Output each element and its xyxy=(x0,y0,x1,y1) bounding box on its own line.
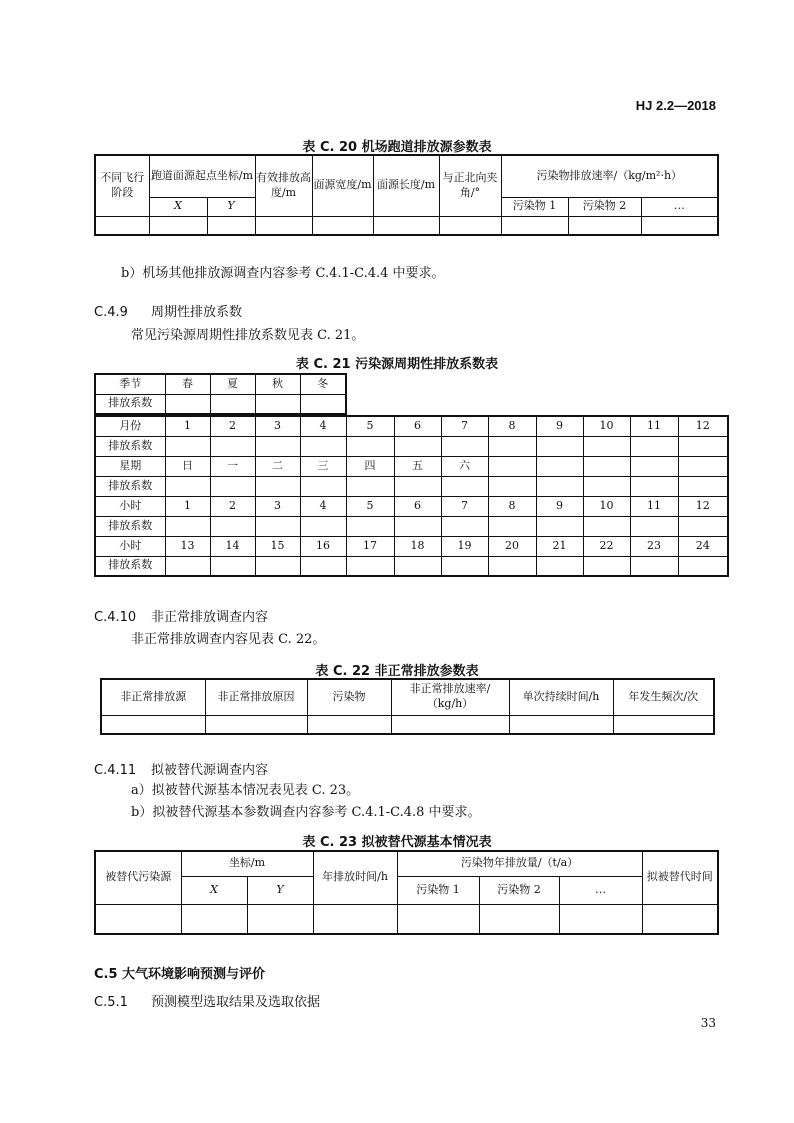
t21-weekday-cell: 四 xyxy=(346,456,394,476)
t21-weekday-cell: 日 xyxy=(165,456,210,476)
t21-hour-cell: 10 xyxy=(583,496,630,516)
t21-month-cell: 6 xyxy=(394,416,441,436)
t22-header-reason: 非正常排放原因 xyxy=(205,679,307,715)
t20-header-pollutant-1: 污染物 1 xyxy=(501,197,568,216)
t20-header-pollutant-2: 污染物 2 xyxy=(568,197,641,216)
t21-hour-label: 小时 xyxy=(95,536,165,556)
t21-coef-label: 排放系数 xyxy=(95,394,165,414)
t21-week-label: 星期 xyxy=(95,456,165,476)
table-c21-main xyxy=(94,415,729,577)
t23-header-amount: 污染物年排放量/（t/a） xyxy=(397,851,642,876)
t21-coef-label: 排放系数 xyxy=(95,556,165,576)
t21-season-cell: 秋 xyxy=(255,374,300,394)
t21-month-cell: 7 xyxy=(441,416,488,436)
t23-header-pollutant-1: 污染物 1 xyxy=(397,876,479,904)
t21-month-cell: 10 xyxy=(583,416,630,436)
t21-hour-cell: 8 xyxy=(488,496,536,516)
para-replace-basic: a）拟被替代源基本情况表见表 C. 23。 xyxy=(131,783,360,798)
t21-hour-cell: 20 xyxy=(488,536,536,556)
t21-hour-cell: 14 xyxy=(210,536,255,556)
t20-header-angle: 与正北向夹角/° xyxy=(439,155,501,216)
section-c51-title: 预测模型选取结果及选取依据 xyxy=(151,995,321,1010)
table-c22 xyxy=(100,678,715,735)
para-c49: 常见污染源周期性排放系数见表 C. 21。 xyxy=(131,328,365,343)
t20-header-length: 面源长度/m xyxy=(373,155,439,216)
section-c49-title: 周期性排放系数 xyxy=(151,305,243,320)
t21-month-cell: 4 xyxy=(300,416,346,436)
t21-hour-cell: 16 xyxy=(300,536,346,556)
t23-header-x: X xyxy=(181,876,247,904)
t20-header-rate: 污染物排放速率/（kg/m²·h） xyxy=(501,155,718,197)
t21-month-cell: 8 xyxy=(488,416,536,436)
t23-header-replace-time: 拟被替代时间 xyxy=(642,851,718,904)
t21-coef-label: 排放系数 xyxy=(95,436,165,456)
t21-weekday-cell: 三 xyxy=(300,456,346,476)
t23-header-ellipsis: … xyxy=(559,876,642,904)
table-c20-caption: 表 C. 20 机场跑道排放源参数表 xyxy=(302,140,492,155)
table-c20 xyxy=(94,154,719,236)
para-airport-other-sources: b）机场其他排放源调查内容参考 C.4.1-C.4.4 中要求。 xyxy=(121,266,445,281)
table-row xyxy=(95,216,718,235)
t21-hour-cell: 24 xyxy=(678,536,728,556)
document-id-header: HJ 2.2—2018 xyxy=(635,98,716,113)
t21-hour-cell: 7 xyxy=(441,496,488,516)
t21-month-cell: 12 xyxy=(678,416,728,436)
table-row xyxy=(95,904,718,934)
t20-header-width: 面源宽度/m xyxy=(312,155,373,216)
t21-season-label: 季节 xyxy=(95,374,165,394)
t20-header-ellipsis: … xyxy=(641,197,718,216)
t21-month-cell: 11 xyxy=(630,416,678,436)
t21-hour-cell: 17 xyxy=(346,536,394,556)
t21-month-cell: 5 xyxy=(346,416,394,436)
t22-header-source: 非正常排放源 xyxy=(101,679,205,715)
t21-month-cell: 1 xyxy=(165,416,210,436)
table-c23-caption: 表 C. 23 拟被替代源基本情况表 xyxy=(302,835,492,850)
t21-hour-cell: 2 xyxy=(210,496,255,516)
t20-header-start-coord: 跑道面源起点坐标/m xyxy=(149,155,255,197)
page-number: 33 xyxy=(700,1016,716,1030)
t21-coef-label: 排放系数 xyxy=(95,476,165,496)
t21-hour-cell: 11 xyxy=(630,496,678,516)
t21-month-cell: 3 xyxy=(255,416,300,436)
t21-month-cell: 2 xyxy=(210,416,255,436)
section-c410-title: 非正常排放调查内容 xyxy=(151,610,269,625)
t23-header-y: Y xyxy=(247,876,313,904)
t21-hour-cell: 21 xyxy=(536,536,583,556)
t21-hour-cell: 1 xyxy=(165,496,210,516)
t20-header-x: X xyxy=(149,197,207,216)
t21-hour-cell: 12 xyxy=(678,496,728,516)
table-c21-seasons xyxy=(94,373,347,415)
t22-header-pollutant: 污染物 xyxy=(307,679,391,715)
t23-header-time: 年排放时间/h xyxy=(313,851,397,904)
t21-month-cell: 9 xyxy=(536,416,583,436)
table-row xyxy=(101,715,714,734)
t21-hour-cell: 4 xyxy=(300,496,346,516)
t21-hour-cell: 9 xyxy=(536,496,583,516)
section-c411-heading xyxy=(94,759,268,778)
t21-hour-cell: 5 xyxy=(346,496,394,516)
t21-weekday-cell: 一 xyxy=(210,456,255,476)
t21-weekday-cell: 五 xyxy=(394,456,441,476)
section-c49-heading xyxy=(94,301,242,320)
section-c5-heading: C.5 大气环境影响预测与评价 xyxy=(94,967,266,982)
para-replace-params: b）拟被替代源基本参数调查内容参考 C.4.1-C.4.8 中要求。 xyxy=(131,805,481,820)
section-c51-number: C.5.1 xyxy=(94,995,128,1010)
t21-hour-cell: 22 xyxy=(583,536,630,556)
para-c410: 非正常排放调查内容见表 C. 22。 xyxy=(131,632,326,647)
t21-hour-label: 小时 xyxy=(95,496,165,516)
table-c21-caption: 表 C. 21 污染源周期性排放系数表 xyxy=(295,357,499,372)
section-c411-number: C.4.11 xyxy=(94,763,137,778)
t20-header-height: 有效排放高度/m xyxy=(255,155,312,216)
t20-header-y: Y xyxy=(207,197,255,216)
t22-header-rate: 非正常排放速率/（kg/h） xyxy=(391,679,509,715)
t21-coef-label: 排放系数 xyxy=(95,516,165,536)
t21-hour-cell: 15 xyxy=(255,536,300,556)
t21-season-cell: 夏 xyxy=(210,374,255,394)
t21-weekday-cell: 二 xyxy=(255,456,300,476)
t21-hour-cell: 3 xyxy=(255,496,300,516)
t21-weekday-cell: 六 xyxy=(441,456,488,476)
t21-season-cell: 春 xyxy=(165,374,210,394)
t21-hour-cell: 23 xyxy=(630,536,678,556)
section-c411-title: 拟被替代源调查内容 xyxy=(151,763,269,778)
table-c23 xyxy=(94,850,719,935)
table-c22-caption: 表 C. 22 非正常排放参数表 xyxy=(315,664,479,679)
t20-header-stage: 不同飞行阶段 xyxy=(95,155,149,216)
t21-hour-cell: 13 xyxy=(165,536,210,556)
t21-hour-cell: 18 xyxy=(394,536,441,556)
t21-month-label: 月份 xyxy=(95,416,165,436)
t22-header-frequency: 年发生频次/次 xyxy=(613,679,714,715)
section-c51-heading xyxy=(94,991,320,1010)
t23-header-source: 被替代污染源 xyxy=(95,851,181,904)
section-c410-number: C.4.10 xyxy=(94,610,137,625)
t23-header-pollutant-2: 污染物 2 xyxy=(479,876,559,904)
t21-season-cell: 冬 xyxy=(300,374,346,394)
t22-header-duration: 单次持续时间/h xyxy=(509,679,613,715)
section-c410-heading xyxy=(94,606,268,625)
t23-header-coord: 坐标/m xyxy=(181,851,313,876)
t21-hour-cell: 6 xyxy=(394,496,441,516)
t21-hour-cell: 19 xyxy=(441,536,488,556)
section-c49-number: C.4.9 xyxy=(94,305,128,320)
